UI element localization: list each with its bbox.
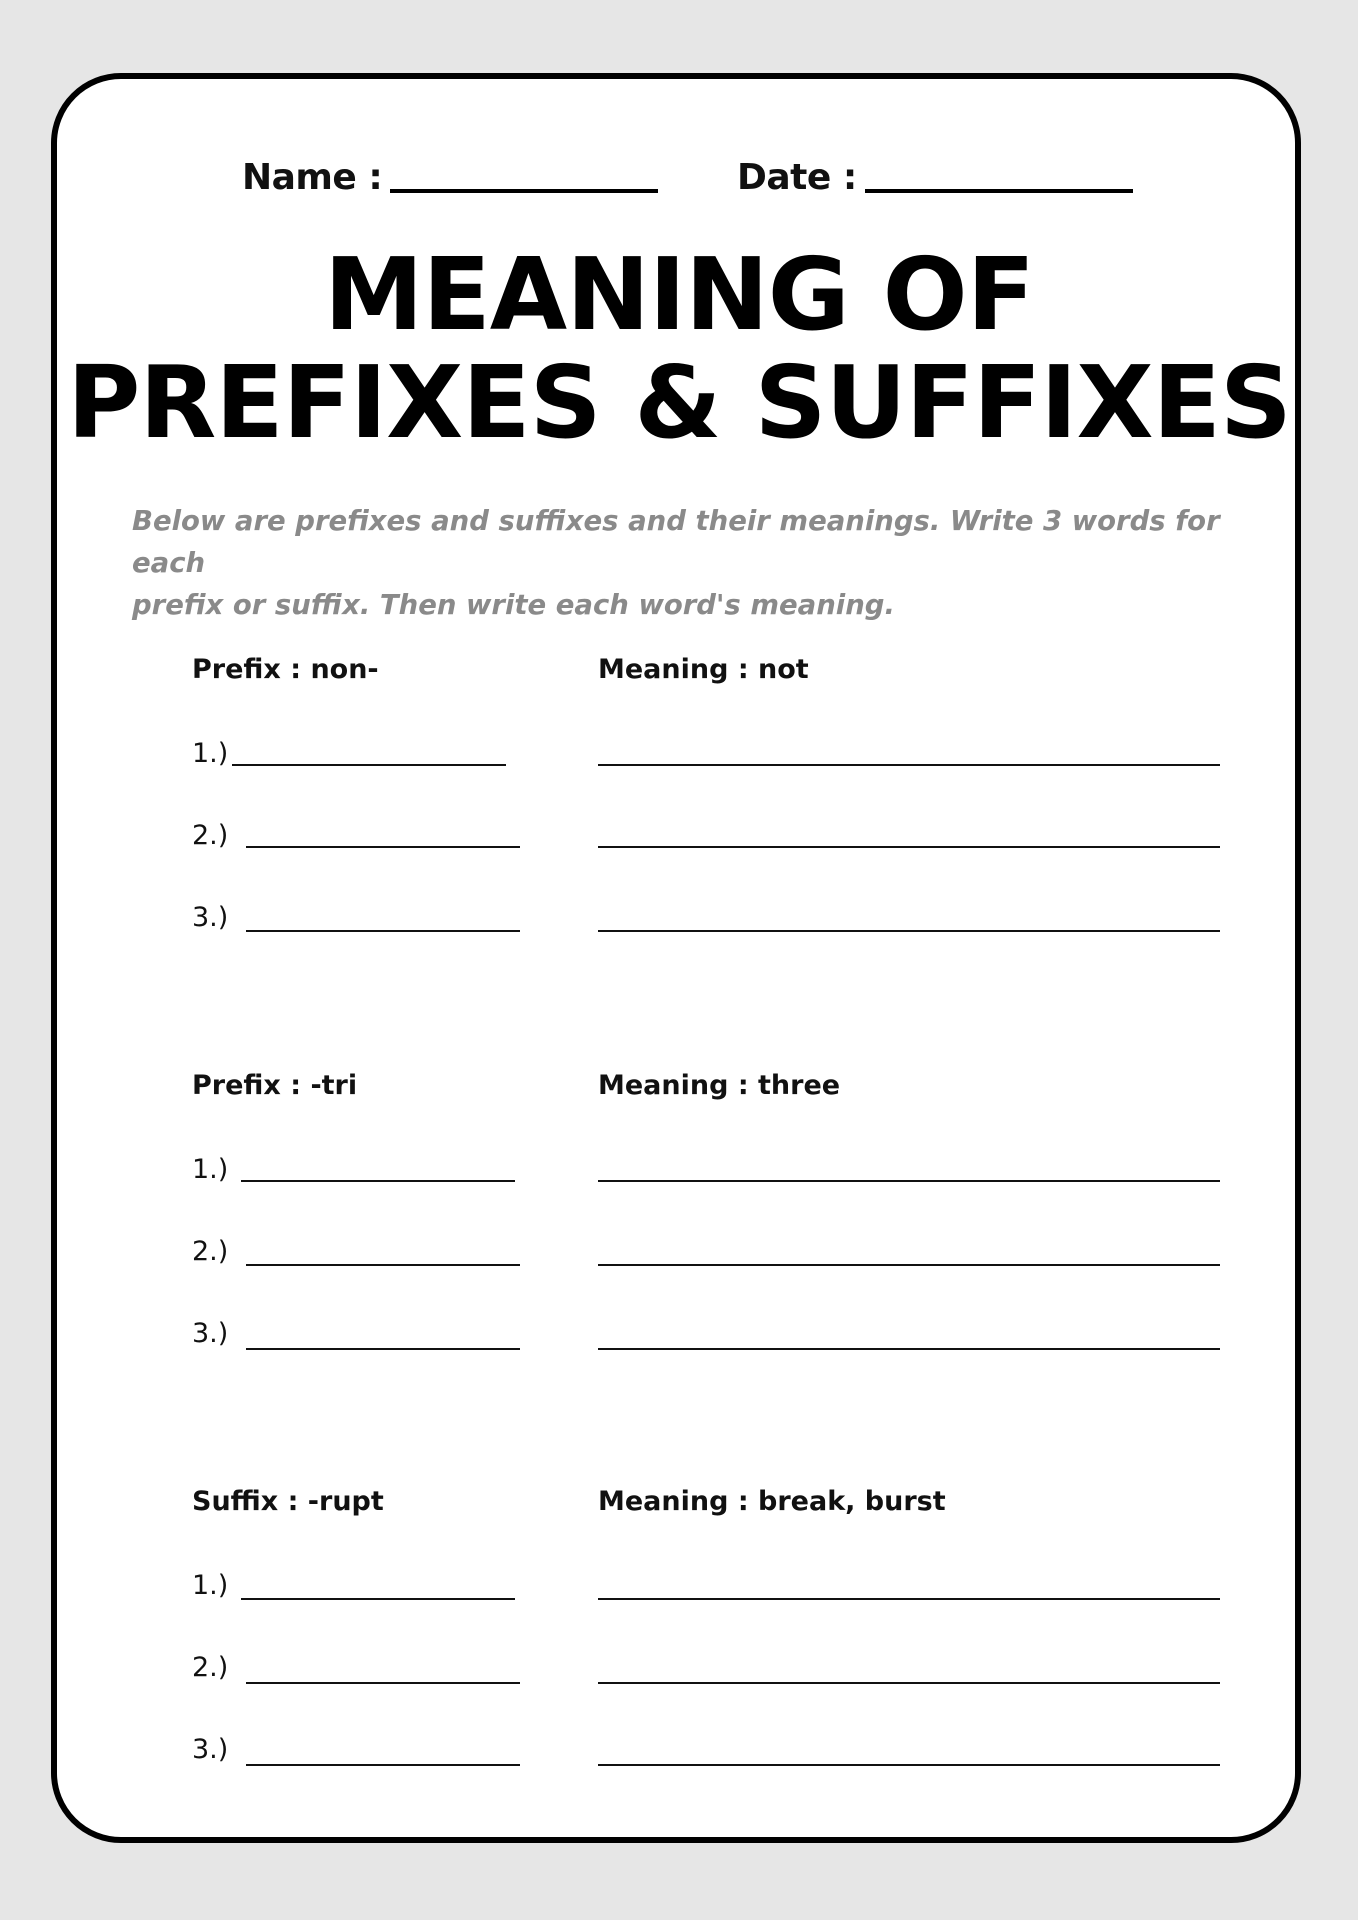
meaning-blank[interactable]	[598, 1264, 1220, 1266]
affix-label: Prefix : -tri	[192, 1070, 358, 1101]
date-blank-line[interactable]	[865, 189, 1133, 193]
page-title-line-1: MEANING OF	[323, 236, 1035, 353]
word-blank[interactable]	[241, 1180, 515, 1182]
meaning-blank[interactable]	[598, 764, 1220, 766]
word-blank[interactable]	[246, 930, 520, 932]
word-blank[interactable]	[246, 846, 520, 848]
word-blank[interactable]	[246, 1264, 520, 1266]
meaning-label: Meaning : not	[598, 654, 809, 685]
name-blank-line[interactable]	[390, 189, 658, 193]
row-number: 2.)	[192, 1236, 229, 1267]
word-blank[interactable]	[241, 1598, 515, 1600]
word-blank[interactable]	[232, 764, 506, 766]
instructions-line-1: Below are prefixes and suffixes and their meanings. Write 3 words for each	[132, 505, 1220, 579]
row-number: 1.)	[192, 1154, 229, 1185]
row-number: 1.)	[192, 738, 229, 769]
affix-label: Prefix : non-	[192, 654, 379, 685]
row-number: 2.)	[192, 820, 229, 851]
row-number: 3.)	[192, 902, 229, 933]
meaning-blank[interactable]	[598, 846, 1220, 848]
instructions	[132, 500, 1232, 626]
name-field	[242, 148, 658, 196]
page-title-line-2: PREFIXES & SUFFIXES	[67, 344, 1291, 461]
affix-label: Suffix : -rupt	[192, 1486, 384, 1517]
meaning-label: Meaning : three	[598, 1070, 841, 1101]
row-number: 3.)	[192, 1318, 229, 1349]
meaning-blank[interactable]	[598, 930, 1220, 932]
meaning-blank[interactable]	[598, 1348, 1220, 1350]
row-number: 2.)	[192, 1652, 229, 1683]
meaning-blank[interactable]	[598, 1764, 1220, 1766]
meaning-blank[interactable]	[598, 1598, 1220, 1600]
word-blank[interactable]	[246, 1348, 520, 1350]
meaning-blank[interactable]	[598, 1682, 1220, 1684]
row-number: 3.)	[192, 1734, 229, 1765]
meaning-label: Meaning : break, burst	[598, 1486, 946, 1517]
date-field	[737, 148, 1133, 196]
instructions-line-2: prefix or suffix. Then write each word's meaning.	[132, 589, 895, 621]
word-blank[interactable]	[246, 1682, 520, 1684]
meaning-blank[interactable]	[598, 1180, 1220, 1182]
name-label: Name :	[242, 157, 383, 198]
word-blank[interactable]	[246, 1764, 520, 1766]
row-number: 1.)	[192, 1570, 229, 1601]
date-label: Date :	[737, 157, 857, 198]
